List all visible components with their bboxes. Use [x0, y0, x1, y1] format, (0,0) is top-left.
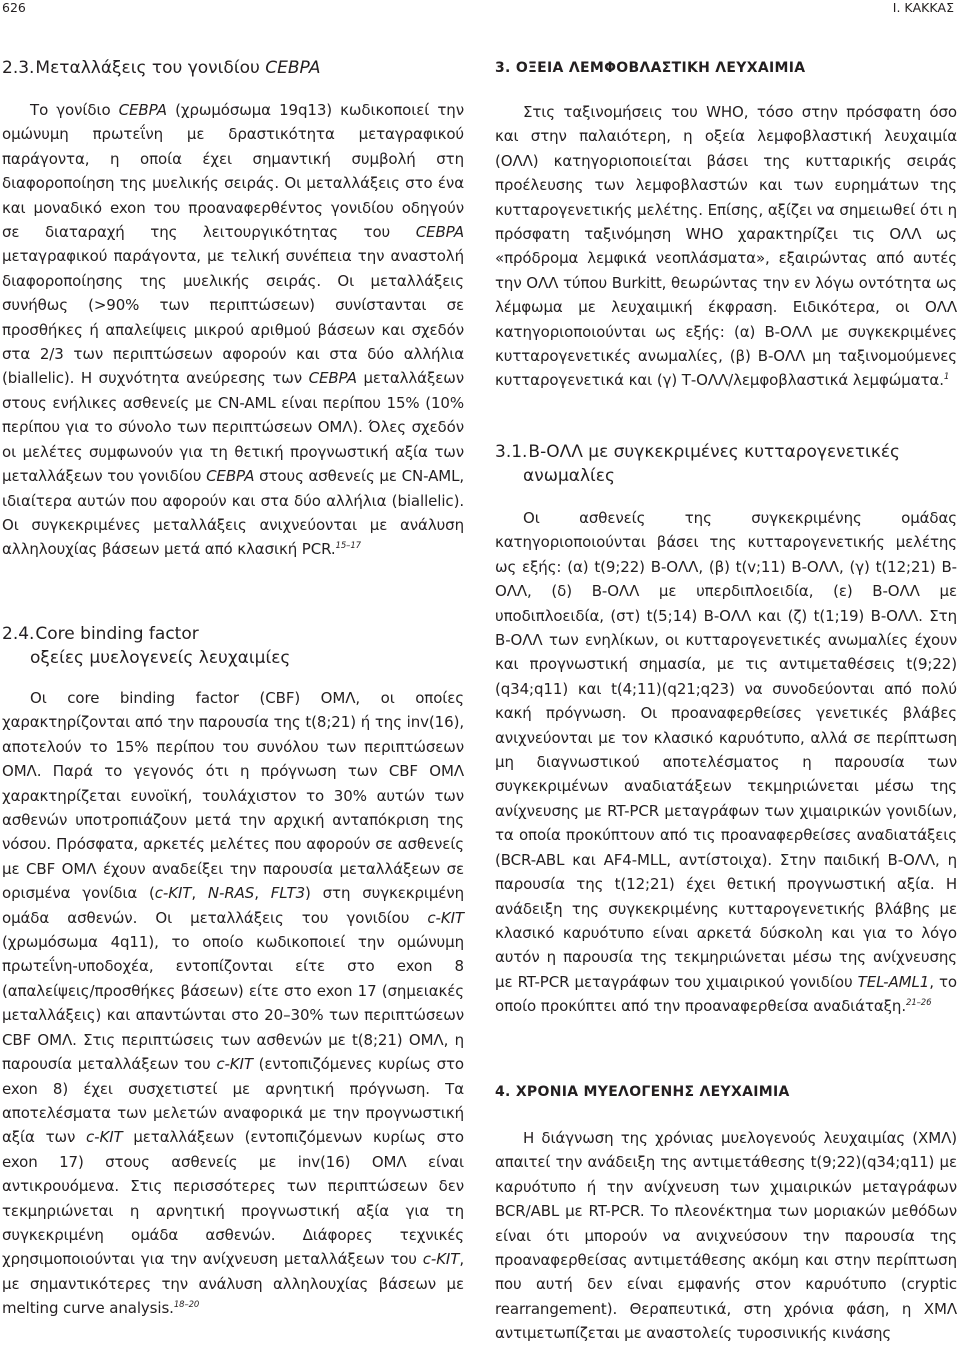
gene-name: TEL-AML1	[857, 972, 930, 991]
paragraph: Το γονίδιο CEBPA (χρωμόσωμα 19q13) κωδικοποιεί την ομώνυμη πρωτεΐνη με δραστικότητα μεταγραφικού παράγοντα, η οποία έχει σημαντική συμβολή στη διαφοροποίηση της μυελικής σειράς. Οι μεταλλάξεις στο ένα και μοναδικό exon του προαναφερθέντος γονιδίου οδηγούν σε διαταραχή της λειτουργικότητας του CEBPA μεταγραφικού παράγοντα, με τελική συνέπεια την αναστολή διαφοροποίησης της μυελικής σειράς. Οι μεταλλάξεις συνήθως (>90% των περιπτώσεων) συνίστανται σε προσθήκες ή απαλείψεις μικρού αριθμού βάσεων και σχεδόν στα 2/3 των περιπτώσεων αφορούν και στα δύο αλλήλια (biallelic). Η συχνότητα ανεύρεσης των CEBPA μεταλλάξεων στους ενήλικες ασθενείς με CN-AML είναι περίπου 15% (10% περίπου για το σύνολο των περιπτώσεων ΟΜΛ). Όλες σχεδόν οι μελέτες συμφωνούν για τη θετική προγνωστική αξία των μεταλλάξεων του γονιδίου CEBPA στους ασθενείς με CN-AML, ιδιαίτερα αυτών που αφορούν και στα δύο αλλήλια (biallelic). Οι συγκεκριμένες μεταλλάξεις ανιχνεύονται με ανάλυση αλληλουχίας βάσεων μετά από κλασική PCR.$^{15-17}$	[2, 101, 464, 559]
gene-name: FLT3	[270, 884, 306, 903]
paragraph: Οι ασθενείς της συγκεκριμένης ομάδας κατηγοριοποιούνται βάσει της κυτταρογενετικής μελέτης ως εξής: (α) t(9;22) Β-ΟΛΛ, (β) t(v;11) Β-ΟΛΛ, (γ) t(12;21) Β-ΟΛΛ, (δ) Β-ΟΛΛ με υπερδιπλοειδία, (ε) Β-ΟΛΛ με υποδιπλοειδία, (στ) t(5;14) Β-ΟΛΛ και (ζ) t(1;19) Β-ΟΛΛ. Στη Β-ΟΛΛ των ενηλίκων, οι κυτταρογενετικές ανωμαλίες έχουν και προγνωστική σημασία, με τις αντιμεταθέσεις t(9;22)(q34;q11) και t(4;11)(q21;q23) να συνοδεύονται από πολύ κακή πρόγνωση. Οι προαναφερθείσες γενετικές βλάβες ανιχνεύονται με τον κλασικό καρυότυπο, αλλά σε περίπτωση μη διαγνωστικού αποτελέσματος η παρουσία των συγκεκριμένων αναδιατάξεων τεκμηριώνεται μέσω της ανίχνευσης με RT-PCR μεταγράφων των χιμαιρικών γονιδίων, τα οποία προκύπτουν από τις προαναφερθείσες αναδιατάξεις (BCR-ABL και AF4-MLL, αντίστοιχα). Στην παιδική Β-ΟΛΛ, η παρουσία της t(12;21) έχει θετική προγνωστική αξία. Η ανάδειξη της συγκεκριμένης κυτταρογενετικής βλάβης με κλασικό καρυότυπο είναι αρκετά δύσκολη και για το λόγο αυτόν η παρουσία της τεκμηριώνεται μέσω της ανίχνευσης με RT-PCR μεταγράφων του χιμαιρικού γονιδίου TEL-AML1, το οποίο προκύπτει από την προαναφερθείσα αναδιάταξη.$^{21-26}$	[495, 509, 957, 1016]
section-title-line: Β-ΟΛΛ με συγκεκριμένες κυτταρογενετικές	[528, 442, 900, 462]
paragraph: Η διάγνωση της χρόνιας μυελογενούς λευχαιμίας (ΧΜΛ) απαιτεί την ανάδειξη της αντιμετάθεσης t(9;22)(q34;q11) με καρυότυπο ή την ανίχνευση των χιμαιρικών μεταγράφων BCR/ABL με RT-PCR. Το πλεονέκτημα των μοριακών μεθόδων είναι ότι μπορούν να ανιχνεύσουν την παρουσία της προαναφερθείσας αντιμετάθεσης ακόμη και στην περίπτωση που αυτή δεν είναι εμφανής στον καρυότυπο (cryptic rearrangement). Θεραπευτικά, στη χρόνια φάση, η ΧΜΛ αντιμετωπίζεται με αναστολείς τυροσινικής κινάσης	[495, 1129, 957, 1343]
gene-name: CEBPA	[415, 223, 464, 242]
reference-citation: 15–17	[335, 541, 361, 552]
section-title-gene: CEBPA	[265, 58, 321, 78]
section-4-heading: 4. ΧΡΟΝΙΑ ΜΥΕΛΟΓΕΝΗΣ ΛΕΥΧΑΙΜΙΑ	[495, 1084, 790, 1100]
section-3-heading: 3. ΟΞΕΙΑ ΛΕΜΦΟΒΛΑΣΤΙΚΗ ΛΕΥΧΑΙΜΙΑ	[495, 60, 806, 76]
section-title-line: ανωμαλίες	[523, 466, 615, 486]
section-title: Μεταλλάξεις του γονιδίου	[35, 58, 266, 78]
section-3-1-heading	[495, 440, 957, 488]
section-2-3-heading	[2, 56, 464, 80]
gene-name: CEBPA	[206, 467, 255, 486]
gene-name: CEBPA	[118, 101, 167, 119]
gene-name: c-KIT	[427, 908, 464, 927]
page-header	[0, 0, 960, 20]
gene-name: c-KIT	[216, 1055, 253, 1074]
paragraph: Στις ταξινομήσεις του WHO, τόσο στην πρόσφατη όσο και στην παλαιότερη, η οξεία λεμφοβλαστική λευχαιμία (ΟΛΛ) κατηγοριοποιείται βάσει της κυτταρικής σειράς προέλευσης των λεμφοβλαστών και των ευρημάτων της κυτταρογενετικής μελέτης. Επίσης, αξίζει να σημειωθεί ότι η πρόσφατη ταξινόμηση WHO χαρακτηρίζει τις ΟΛΛ ως «πρόδρομα λεμφικά νεοπλάσματα», εξαιρώντας από αυτές την ΟΛΛ τύπου Burkitt, θεωρώντας την εν λόγω οντότητα ως λέμφωμα με λευχαιμική έκφραση. Ειδικότερα, οι ΟΛΛ κατηγοριοποιούνται ως εξής: (α) Β-ΟΛΛ με συγκεκριμένες κυτταρογενετικές ανωμαλίες, (β) Β-ΟΛΛ μη ταξινομούμενες κυτταρογενετικά και (γ) Τ-ΟΛΛ/λεμφοβλαστικά λεμφώματα.$^1$	[495, 103, 958, 390]
gene-name: c-KIT	[154, 884, 192, 903]
section-title-line: Core binding factor	[35, 624, 199, 644]
gene-name: c-KIT	[422, 1250, 460, 1269]
gene-name: CEBPA	[308, 369, 357, 388]
reference-citation: 21–26	[906, 998, 932, 1009]
reference-citation: 1	[943, 372, 950, 383]
gene-name: c-KIT	[86, 1128, 123, 1147]
running-head: I. ΚΑΚΚΑΣ	[892, 0, 954, 15]
section-number: 3.1.	[495, 442, 528, 462]
page-number: 626	[2, 0, 26, 15]
section-number: 2.4.	[2, 624, 35, 644]
paragraph: Οι core binding factor (CBF) ΟΜΛ, οι οποίες χαρακτηρίζονται από την παρουσία της t(8;21) ή της inv(16), αποτελούν το 15% περίπου του συνόλου των περιπτώσεων ΟΜΛ. Παρά το γεγονός ότι η πρόγνωση των CBF ΟΜΛ χαρακτηρίζεται ευνοϊκή, τουλάχιστον το 30% αυτών των ασθενών υποτροπιάζουν μετά την αρχική ανταπόκριση της νόσου. Πρόσφατα, αρκετές μελέτες που αφορούν σε ασθενείς με CBF ΟΜΛ έχουν αναδείξει την παρουσία μεταλλάξεων σε ορισμένα γονίδια (c-KIT, N-RAS, FLT3) στη συγκεκριμένη ομάδα ασθενών. Οι μεταλλάξεις του γονιδίου c-KIT (χρωμόσωμα 4q11), το οποίο κωδικοποιεί την ομώνυμη πρωτεΐνη-υποδοχέα, εντοπίζονται είτε στο exon 8 (απαλείψεις/προσθήκες βάσεων) είτε στο exon 17 (σημειακές μεταλλάξεις) και απαντώνται στο 20–30% των περιπτώσεων CBF ΟΜΛ. Στις περιπτώσεις των ασθενών με t(8;21) ΟΜΛ, η παρουσία μεταλλάξεων του c-KIT (εντοπιζόμενες κυρίως στο exon 8) έχει συσχετιστεί με αρνητική πρόγνωση. Τα αποτελέσματα των μελετών αναφορικά με την προγνωστική αξία των c-KIT μεταλλάξεων (εντοπιζόμενων κυρίως στο exon 17) στους ασθενείς με inv(16) ΟΜΛ είναι αντικρουόμενα. Στις περισσότερες των περιπτώσεων δεν τεκμηριώνεται η αρνητική προγνωστική αξία για τη συγκεκριμένη ομάδα ασθενών. Διάφορες τεχνικές χρησιμοποιούνται για την ανίχνευση μεταλλάξεων του c-KIT, με σημαντικότερες την ανάλυση αλληλουχίας βάσεων με melting curve analysis.$^{18-20}$	[2, 689, 464, 1318]
section-title-line: οξείες μυελογενείς λευχαιμίες	[30, 648, 291, 668]
section-number: 2.3.	[2, 58, 35, 78]
reference-citation: 18–20	[173, 1300, 200, 1311]
section-2-4-heading	[2, 622, 464, 670]
gene-name: N-RAS	[207, 884, 255, 903]
